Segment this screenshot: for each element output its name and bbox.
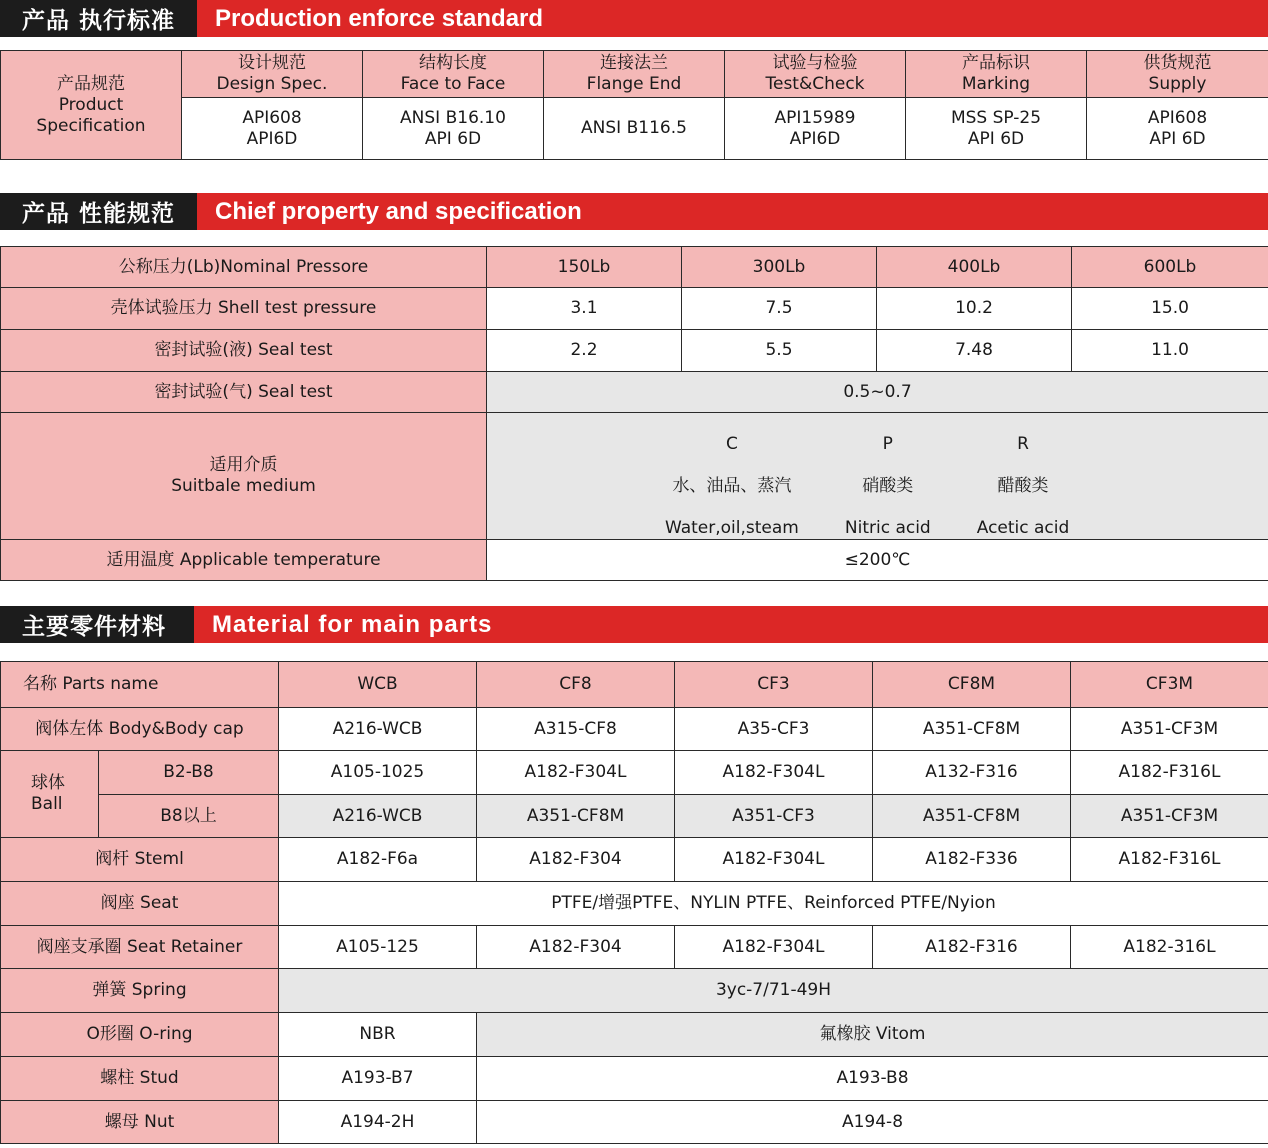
seat-value: PTFE/增强PTFE、NYLIN PTFE、Reinforced PTFE/Nyion — [279, 882, 1268, 926]
section-title-cn: 产品 性能规范 — [0, 193, 197, 230]
ball-value: A105-1025 — [279, 751, 477, 795]
ball-value: A351-CF3M — [1071, 795, 1268, 838]
medium-cn: 硝酸类 — [862, 476, 914, 496]
body-value: A351-CF3M — [1071, 708, 1268, 751]
seat-retainer-value: A182-F304L — [675, 926, 873, 969]
seal-test-liquid-value: 5.5 — [682, 330, 877, 372]
seat-retainer-value: A182-F304 — [477, 926, 675, 969]
grade-header: WCB — [279, 662, 477, 708]
section-title-cn: 产品 执行标准 — [0, 0, 197, 37]
medium-en: Acetic acid — [976, 518, 1070, 538]
nominal-pressure-label: 公称压力(Lb)Nominal Pressore — [1, 247, 487, 288]
face-to-face-value: ANSI B16.10 API 6D — [363, 98, 544, 160]
nut-value: A194-2H — [279, 1101, 477, 1144]
medium-code: R — [1017, 434, 1029, 454]
stud-value: A193-B7 — [279, 1057, 477, 1101]
ball-value: A351-CF3 — [675, 795, 873, 838]
nominal-pressure-value: 300Lb — [682, 247, 877, 288]
section-banner-standard — [0, 0, 1268, 37]
design-spec-header: 设计规范 Design Spec. — [182, 51, 363, 98]
medium-label: 适用介质 Suitbale medium — [1, 413, 487, 540]
section-title-en: Chief property and specification — [197, 193, 1268, 230]
stud-value: A193-B8 — [477, 1057, 1268, 1101]
test-check-header: 试验与检验 Test&Check — [725, 51, 906, 98]
section-banner-material — [0, 606, 1268, 643]
seat-retainer-value: A182-F316 — [873, 926, 1071, 969]
spring-label: 弹簧 Spring — [1, 969, 279, 1013]
ball-sub-label: B8以上 — [99, 795, 279, 838]
design-spec-value: API608 API6D — [182, 98, 363, 160]
flange-end-value: ANSI B116.5 — [544, 98, 725, 160]
medium-item — [977, 413, 1070, 539]
section-title-cn: 主要零件材料 — [0, 606, 194, 643]
seal-test-liquid-value: 2.2 — [487, 330, 682, 372]
ball-value: A182-F304L — [675, 751, 873, 795]
stem-value: A182-F336 — [873, 838, 1071, 882]
seal-test-liquid-value: 7.48 — [877, 330, 1072, 372]
seat-retainer-label: 阀座支承圈 Seat Retainer — [1, 926, 279, 969]
property-table — [0, 246, 1268, 581]
oring-value: 氟橡胶 Vitom — [477, 1013, 1268, 1057]
shell-test-value: 10.2 — [877, 288, 1072, 330]
medium-cn: 醋酸类 — [997, 476, 1049, 496]
ball-value: A182-F316L — [1071, 751, 1268, 795]
ball-value: A216-WCB — [279, 795, 477, 838]
body-value: A35-CF3 — [675, 708, 873, 751]
marking-value: MSS SP-25 API 6D — [906, 98, 1087, 160]
standard-table — [0, 50, 1268, 160]
face-to-face-header: 结构长度 Face to Face — [363, 51, 544, 98]
stem-label: 阀杆 Steml — [1, 838, 279, 882]
nut-label: 螺母 Nut — [1, 1101, 279, 1144]
section-title-en: Production enforce standard — [197, 0, 1268, 37]
stem-value: A182-F304L — [675, 838, 873, 882]
body-label: 阀体左体 Body&Body cap — [1, 708, 279, 751]
stem-value: A182-F316L — [1071, 838, 1268, 882]
section-title-en: Material for main parts — [194, 606, 1268, 643]
ball-value: A351-CF8M — [873, 795, 1071, 838]
medium-cell — [487, 413, 1268, 540]
nominal-pressure-value: 400Lb — [877, 247, 1072, 288]
parts-name-header: 名称 Parts name — [1, 662, 279, 708]
nut-value: A194-8 — [477, 1101, 1268, 1144]
seat-label: 阀座 Seat — [1, 882, 279, 926]
seat-retainer-value: A105-125 — [279, 926, 477, 969]
section-banner-property — [0, 193, 1268, 230]
supply-header: 供货规范 Supply — [1087, 51, 1268, 98]
medium-code: C — [726, 434, 738, 454]
temperature-label: 适用温度 Applicable temperature — [1, 540, 487, 581]
temperature-value: ≤200℃ — [487, 540, 1268, 581]
shell-test-value: 7.5 — [682, 288, 877, 330]
seal-test-gas-label: 密封试验(气) Seal test — [1, 372, 487, 413]
marking-header: 产品标识 Marking — [906, 51, 1087, 98]
oring-value: NBR — [279, 1013, 477, 1057]
ball-sub-label: B2-B8 — [99, 751, 279, 795]
grade-header: CF3 — [675, 662, 873, 708]
shell-test-label: 壳体试验压力 Shell test pressure — [1, 288, 487, 330]
flange-end-header: 连接法兰 Flange End — [544, 51, 725, 98]
stem-value: A182-F6a — [279, 838, 477, 882]
stud-label: 螺柱 Stud — [1, 1057, 279, 1101]
ball-value: A132-F316 — [873, 751, 1071, 795]
grade-header: CF3M — [1071, 662, 1268, 708]
medium-en: Water,oil,steam — [665, 518, 799, 538]
product-spec-label: 产品规范 Product Specification — [1, 51, 182, 160]
body-value: A315-CF8 — [477, 708, 675, 751]
ball-value: A182-F304L — [477, 751, 675, 795]
body-value: A216-WCB — [279, 708, 477, 751]
oring-label: O形圈 O-ring — [1, 1013, 279, 1057]
medium-code: P — [882, 434, 893, 454]
spring-value: 3yc-7/71-49H — [279, 969, 1268, 1013]
supply-value: API608 API 6D — [1087, 98, 1268, 160]
medium-item — [845, 413, 931, 539]
seal-test-liquid-label: 密封试验(液) Seal test — [1, 330, 487, 372]
nominal-pressure-value: 150Lb — [487, 247, 682, 288]
test-check-value: API15989 API6D — [725, 98, 906, 160]
grade-header: CF8 — [477, 662, 675, 708]
medium-cn: 水、油品、蒸汽 — [672, 476, 792, 496]
body-value: A351-CF8M — [873, 708, 1071, 751]
nominal-pressure-value: 600Lb — [1072, 247, 1268, 288]
ball-label: 球体 Ball — [1, 751, 99, 838]
stem-value: A182-F304 — [477, 838, 675, 882]
shell-test-value: 3.1 — [487, 288, 682, 330]
seat-retainer-value: A182-316L — [1071, 926, 1268, 969]
seal-test-gas-value: 0.5~0.7 — [487, 372, 1268, 413]
medium-en: Nitric acid — [844, 518, 931, 538]
material-table — [0, 661, 1268, 1144]
ball-value: A351-CF8M — [477, 795, 675, 838]
grade-header: CF8M — [873, 662, 1071, 708]
medium-item — [665, 413, 799, 539]
shell-test-value: 15.0 — [1072, 288, 1268, 330]
seal-test-liquid-value: 11.0 — [1072, 330, 1268, 372]
